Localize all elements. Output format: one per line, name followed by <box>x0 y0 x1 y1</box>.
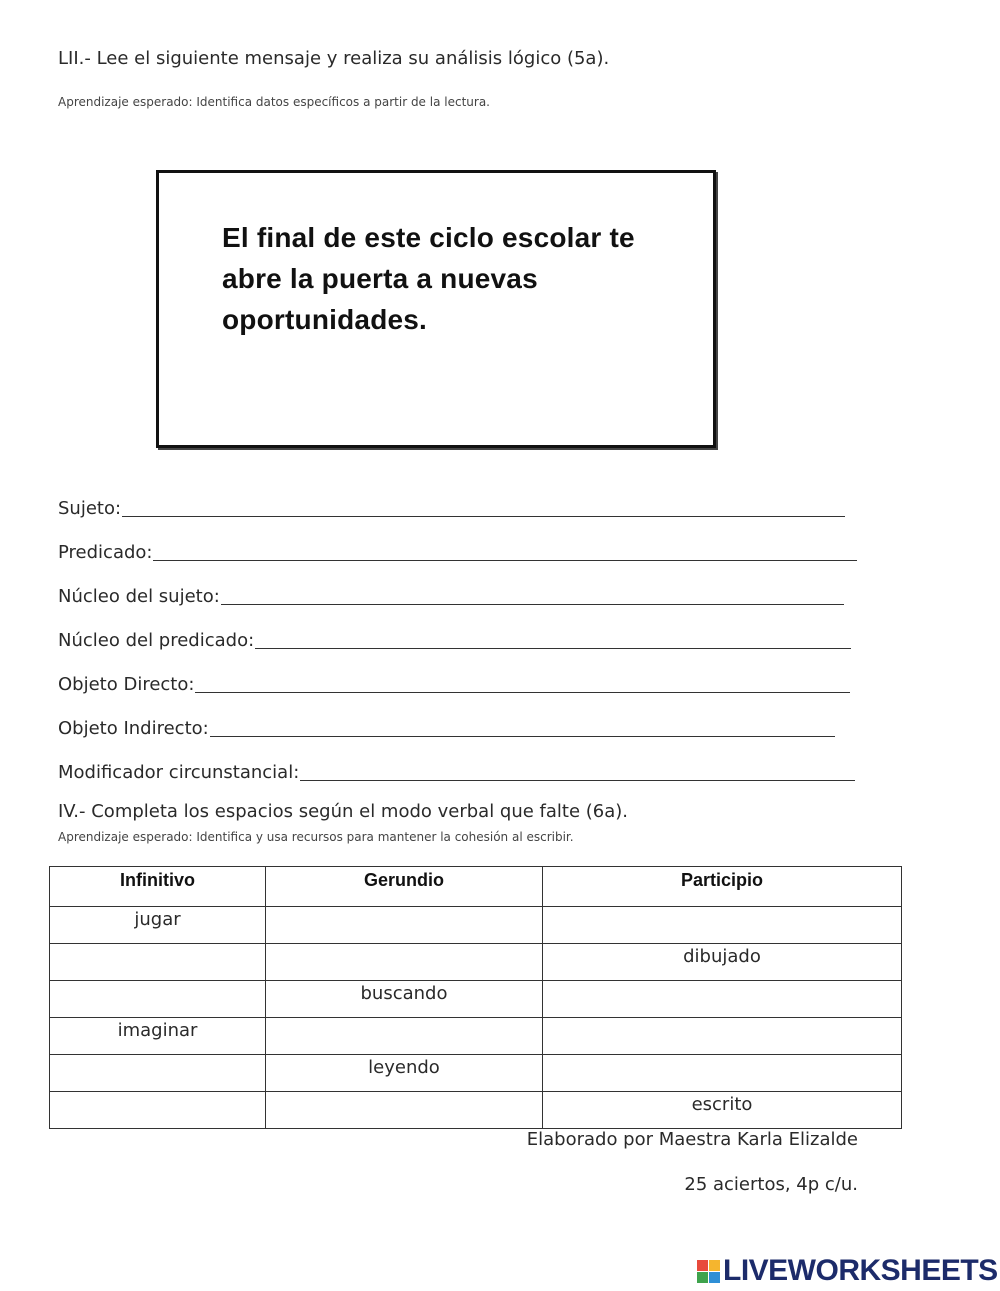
logo-square <box>709 1272 720 1283</box>
table-cell <box>543 1092 902 1129</box>
logo-square <box>697 1272 708 1283</box>
field-label: Núcleo del sujeto: <box>58 586 220 607</box>
cell-value: buscando <box>360 983 448 1004</box>
liveworksheets-logo[interactable] <box>697 1256 998 1286</box>
answer-blank[interactable] <box>210 718 835 737</box>
cell-value <box>543 981 901 983</box>
cell-value: imaginar <box>117 1020 198 1041</box>
cell-value: escrito <box>691 1094 753 1115</box>
table-header-row <box>50 867 902 907</box>
table-cell <box>266 1055 543 1092</box>
answer-field-objeto-directo <box>58 670 850 696</box>
cell-value <box>266 1092 542 1094</box>
header-infinitivo: Infinitivo <box>50 867 266 907</box>
section-4-learning-note: Aprendizaje esperado: Identifica y usa recursos para mantener la cohesión al escribir. <box>58 830 574 844</box>
answer-field-predicado <box>58 538 857 564</box>
logo-mark-icon <box>697 1260 720 1283</box>
table-row <box>50 1055 902 1092</box>
answer-field-nucleo-predicado <box>58 626 851 652</box>
cell-value <box>50 944 265 946</box>
table-row <box>50 981 902 1018</box>
cell-value <box>50 981 265 983</box>
cell-value: jugar <box>134 909 181 930</box>
table-cell <box>50 907 266 944</box>
field-label: Modificador circunstancial: <box>58 762 300 783</box>
answer-field-sujeto <box>58 494 845 520</box>
field-label: Predicado: <box>58 542 153 563</box>
section-3-learning-note: Aprendizaje esperado: Identifica datos específicos a partir de la lectura. <box>58 95 490 109</box>
header-gerundio: Gerundio <box>266 867 543 907</box>
section-4-title: IV.- Completa los espacios según el modo verbal que falte (6a). <box>58 801 629 822</box>
table-cell-blank[interactable] <box>266 1092 543 1129</box>
field-label: Objeto Directo: <box>58 674 195 695</box>
table-cell-blank[interactable] <box>266 944 543 981</box>
cell-value <box>543 1018 901 1020</box>
table-row <box>50 1018 902 1055</box>
table-row <box>50 944 902 981</box>
answer-blank[interactable] <box>153 542 857 561</box>
logo-square <box>697 1260 708 1271</box>
author-credit: Elaborado por Maestra Karla Elizalde <box>526 1129 858 1150</box>
cell-value <box>50 1092 265 1094</box>
cell-value <box>50 1055 265 1057</box>
header-participio: Participio <box>543 867 902 907</box>
cell-value <box>266 907 542 909</box>
table-cell-blank[interactable] <box>543 981 902 1018</box>
table-cell-blank[interactable] <box>50 981 266 1018</box>
table-cell-blank[interactable] <box>543 1018 902 1055</box>
cell-value <box>543 1055 901 1057</box>
table-cell-blank[interactable] <box>266 907 543 944</box>
field-label: Núcleo del predicado: <box>58 630 255 651</box>
table-cell-blank[interactable] <box>50 1092 266 1129</box>
verb-table <box>49 866 902 1129</box>
table-cell-blank[interactable] <box>50 944 266 981</box>
table-cell <box>543 944 902 981</box>
answer-field-modificador <box>58 758 855 784</box>
field-label: Objeto Indirecto: <box>58 718 209 739</box>
table-cell-blank[interactable] <box>50 1055 266 1092</box>
answer-blank[interactable] <box>195 674 850 693</box>
cell-value: leyendo <box>368 1057 440 1078</box>
answer-blank[interactable] <box>255 630 851 649</box>
score-note: 25 aciertos, 4p c/u. <box>684 1174 858 1195</box>
table-row <box>50 907 902 944</box>
section-3-title: LII.- Lee el siguiente mensaje y realiza su análisis lógico (5a). <box>58 48 610 69</box>
answer-blank[interactable] <box>122 498 845 517</box>
table-cell <box>266 981 543 1018</box>
cell-value <box>543 907 901 909</box>
table-cell-blank[interactable] <box>543 907 902 944</box>
cell-value <box>266 944 542 946</box>
answer-blank[interactable] <box>300 762 855 781</box>
cell-value <box>266 1018 542 1020</box>
answer-field-objeto-indirecto <box>58 714 835 740</box>
logo-text: LIVEWORKSHEETS <box>723 1254 998 1287</box>
table-cell-blank[interactable] <box>543 1055 902 1092</box>
table-cell-blank[interactable] <box>266 1018 543 1055</box>
logo-square <box>709 1260 720 1271</box>
cell-value: dibujado <box>683 946 761 967</box>
field-label: Sujeto: <box>58 498 122 519</box>
table-row <box>50 1092 902 1129</box>
answer-field-nucleo-sujeto <box>58 582 844 608</box>
message-box <box>156 170 716 448</box>
message-text: El final de este ciclo escolar te abre la puerta a nuevas oportunidades. <box>222 222 635 335</box>
table-cell <box>50 1018 266 1055</box>
answer-blank[interactable] <box>221 586 844 605</box>
